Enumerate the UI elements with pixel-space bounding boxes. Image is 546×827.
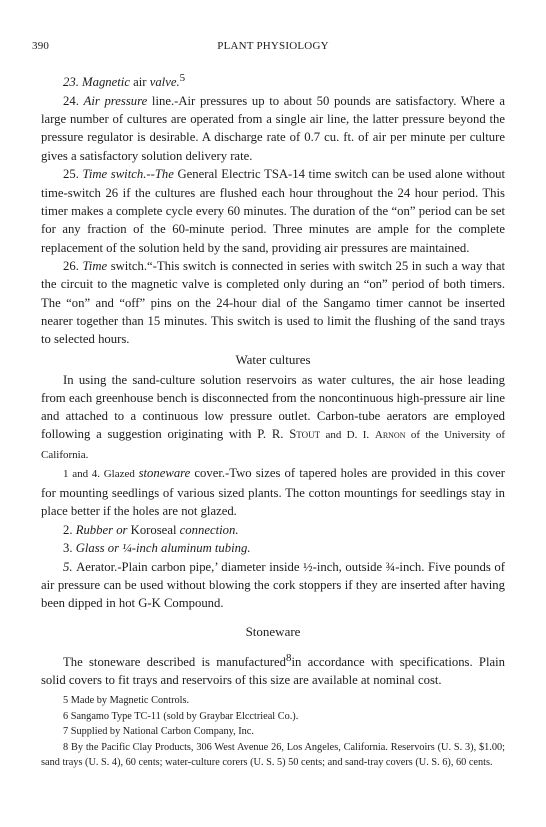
item-25-text: General Electric TSA-14 time switch can be used alone without time-switch 26 if the cultures are flushed each hour throughout the 24 hour period. This timer makes a complete cycle every 60 minutes. The duration of the “on” period can be set for any fraction of the 60-minute period. Three minutes are ample for the complete replacement of the solution held by the sand, providing air pressures are maintained. [41, 167, 505, 255]
footnote-8 [41, 740, 505, 771]
item-23 [41, 69, 505, 92]
author-initials-2: D. I. [346, 429, 370, 442]
item-26-title: Time [82, 259, 108, 274]
footnote-6-text: Sangamo Type TC-11 (sold by Graybar Elcctrieal Co.). [68, 710, 299, 722]
water-item-3-text: Glass or ¼-inch aluminum tubing. [75, 541, 251, 556]
footnotes [41, 693, 505, 771]
water-item-2-text: Koroseal [127, 522, 180, 537]
item-25 [41, 165, 505, 256]
footnote-8-text: By the Pacific Clay Products, 306 West Avenue 26, Los Angeles, California. Reservoirs (U. S. 3), $1.00; sand trays (U. S. 4), 60 cents; water-culture corers (U. S. 5) 50 cents; and sand-tray covers (U. S. 6), 60 cents. [41, 741, 505, 769]
footnote-ref-5: 5 [179, 72, 186, 84]
water-item-5-label: 5. [63, 559, 77, 574]
water-item-1-4 [41, 464, 505, 520]
stoneware-text: The stoneware described is manufactured [63, 654, 286, 669]
water-item-1-4-text: cover.-Two sizes of tapered holes are provided in this cover for mounting seedlings of various sized plants. The cotton mountings for seedlings stay in place better if the holes are not glazed. [41, 466, 505, 518]
footnote-5-num: 5 [63, 695, 69, 707]
item-25-label: 25. [63, 167, 83, 182]
footnote-5-text: Made by Magnetic Controls. [68, 695, 190, 707]
footnote-7 [41, 724, 505, 740]
water-item-2-italic: Rubber or [75, 522, 128, 537]
author-tail: of the University of California. [41, 429, 506, 461]
water-item-2 [41, 521, 505, 539]
footnote-ref-8: 8 [286, 651, 292, 664]
footnote-6 [41, 709, 505, 725]
footnote-5 [41, 693, 505, 709]
item-24 [41, 92, 505, 165]
water-item-3 [41, 539, 505, 557]
item-24-title: Air pressure [83, 93, 148, 108]
heading-stoneware: Stoneware [245, 623, 301, 639]
item-26 [41, 257, 505, 348]
author-name-1: Stout [289, 427, 321, 442]
item-23-rest: air [129, 75, 150, 90]
item-26-text: switch.“-This switch is connected in series with switch 25 in such a way that the circuit to the magnetic valve is completed only during an “on” period of both timers. The “on” and “off” pins on the 24-hour dial of the Sangamo timer cannot be inserted nearer together than 15 minutes. This switch is used to limit the flushing of the sand trays to selected hours. [41, 259, 505, 347]
water-item-5 [41, 558, 505, 613]
water-item-3-label: 3. [63, 541, 76, 556]
stoneware-text-rest: in accordance with specifications. Plain solid covers to fit trays and reservoirs of this size are available at nominal cost. [41, 654, 505, 688]
water-item-5-text: Aerator.-Plain carbon pipe,’ diameter inside ½-inch, outside ¾-inch. Five pounds of air pressure can be used without blowing the cork stoppers if they are inserted after having been dipped in hot G-K Compound. [41, 559, 505, 611]
water-cultures-text: In using the sand-culture solution reservoirs as water cultures, the air hose leading from each greenhouse bench is disconnected from the noncontinuous high-pressure air line and attached to a continuous low pressure outlet. Carbon-tube aerators are employed following a suggestion originating with [41, 372, 505, 442]
item-24-text: line.-Air pressures up to about 50 pounds are satisfactory. Where a large number of cultures are operated from a single air line, the latter pressure beyond the pressure regulator is desirable. A discharge rate of 0.7 cu. ft. of air per minute per culture gives a satisfactory solution delivery rate. [41, 93, 505, 163]
water-item-2-italic2: connection. [179, 522, 239, 537]
water-item-1-4-italic: stoneware [138, 466, 191, 481]
item-23-label: 23. Magnetic [63, 75, 130, 90]
water-item-2-label: 2. [63, 522, 76, 537]
item-25-title: Time switch.--The [82, 167, 174, 182]
running-title: PLANT PHYSIOLOGY [217, 40, 329, 52]
page-body [41, 69, 505, 771]
author-initials-1: P. R. [257, 427, 284, 442]
heading-water-cultures: Water cultures [235, 351, 311, 367]
footnote-7-text: Supplied by National Carbon Company, Inc. [68, 726, 254, 738]
stoneware-paragraph [41, 649, 505, 690]
author-and: and [320, 429, 347, 442]
water-cultures-paragraph [41, 371, 505, 464]
water-item-1-4-label: 1 and 4. Glazed [63, 468, 139, 481]
page-number: 390 [32, 40, 50, 52]
footnote-6-num: 6 [63, 710, 69, 722]
footnote-8-num: 8 [63, 741, 69, 753]
item-24-label: 24. [63, 93, 84, 108]
footnote-7-num: 7 [63, 726, 69, 738]
item-26-label: 26. [63, 259, 83, 274]
author-name-2: Arnon [374, 429, 406, 442]
item-23-valve: valve. [149, 75, 180, 90]
